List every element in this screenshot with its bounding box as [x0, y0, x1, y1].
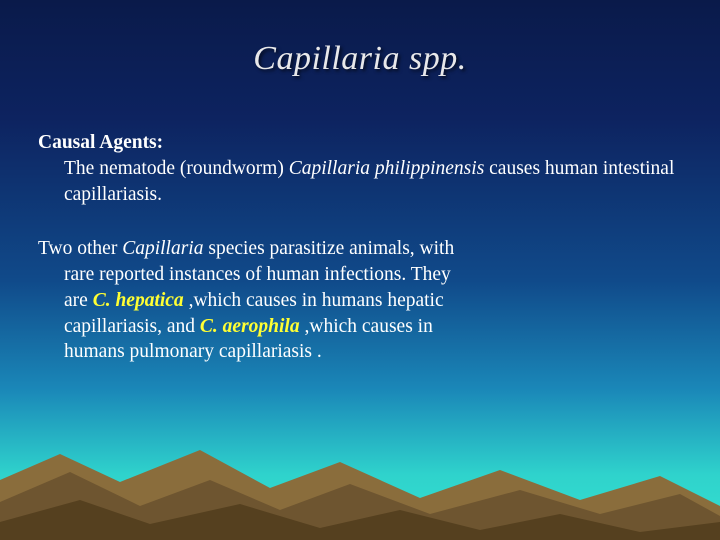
other-species-line5: humans pulmonary capillariasis .	[64, 341, 322, 363]
causal-agents-paragraph	[38, 130, 678, 208]
other-species-line3-post: ,which causes in humans hepatic	[183, 289, 444, 311]
other-species-line3	[64, 288, 678, 314]
other-species-line4-post: ,which causes in	[299, 315, 433, 337]
other-species-line2: rare reported instances of human infections. They	[64, 263, 451, 285]
other-species-part1: Two other	[38, 237, 123, 259]
causal-agents-text	[64, 156, 678, 208]
species-name-hepatica: C. hepatica	[92, 289, 184, 311]
other-species-line4-pre: capillariasis, and	[64, 315, 200, 337]
slide-body	[38, 130, 678, 365]
other-species-part2: species parasitize animals, with	[203, 237, 455, 259]
species-name-philippinensis: Capillaria philippinensis	[288, 157, 485, 179]
causal-agents-heading: Causal Agents:	[38, 132, 164, 153]
mountain-silhouette-decoration	[0, 410, 720, 540]
causal-agents-text-part2: causes human intestinal capillariasis.	[64, 157, 675, 205]
other-species-line3-pre: are	[64, 289, 93, 311]
causal-agents-text-part1: The nematode (roundworm)	[64, 157, 289, 179]
species-name-aerophila: C. aerophila	[199, 315, 300, 337]
page-title: Capillaria spp.	[253, 40, 467, 77]
genus-name-capillaria: Capillaria	[122, 237, 204, 259]
other-species-paragraph	[38, 236, 678, 366]
other-species-line4	[64, 314, 678, 340]
